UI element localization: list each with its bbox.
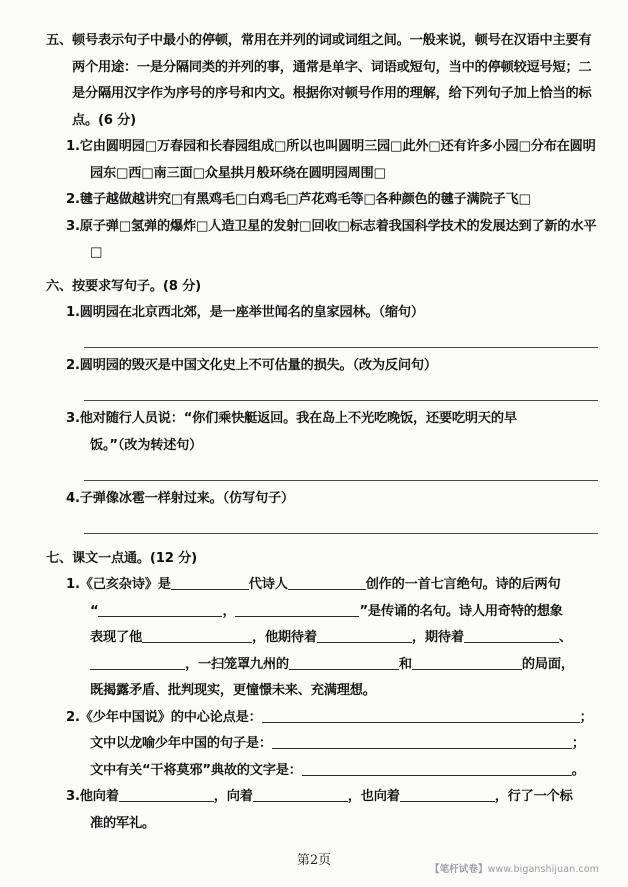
- blank-ganjiang-moye[interactable]: [302, 761, 572, 776]
- item-text-c: 创作的一首七言绝句。诗的后两句: [365, 577, 561, 592]
- section-six-heading: [46, 274, 598, 301]
- section-five-item-1: [46, 134, 598, 187]
- item-number: 3.: [66, 218, 80, 234]
- section-six: [46, 274, 598, 539]
- item-text: 圆明园的毁灭是中国文化史上不可估量的损失。（改为反问句）: [79, 358, 437, 373]
- section-seven-score: (12 分): [149, 550, 197, 566]
- item-text-b: ，一扫笼罩九州的: [185, 656, 289, 672]
- section-five-heading-text: 顿号表示句子中最小的停顿，常用在并列的词或词组之间。一般来说，顿号在汉语中主要有两个用途：一是分隔同类的并列的事，通常是单字、词语或短句，当中的停顿较逗号短；二是分隔用汉字作为序号的序号和内文。根据你对顿号作用的理解，给下列句子加上恰当的标点。: [71, 33, 592, 128]
- section-five-number: 五、: [46, 33, 72, 48]
- section-six-item-3-line2: 饭。”（改为转述句）: [90, 437, 203, 453]
- section-five-item-3: [46, 214, 598, 267]
- blank-verse-2[interactable]: [235, 602, 359, 617]
- section-six-item-1: [46, 300, 598, 327]
- section-seven-item-1-line5: 既揭露矛盾、批判现实，更憧憬未来、充满理想。: [90, 683, 376, 698]
- section-seven-item-1-line1: [46, 572, 598, 599]
- section-six-item-2: [46, 353, 598, 380]
- item-number: 2.: [66, 709, 80, 725]
- page-number-footer: 第2页: [296, 853, 332, 868]
- section-seven-item-3-line1: [46, 784, 598, 811]
- section-five-item-2: [46, 187, 598, 214]
- section-seven-item-2-line1: [46, 705, 598, 732]
- line-end: ；: [579, 709, 593, 725]
- blank-verse-1[interactable]: [98, 602, 222, 617]
- item-text-b: 代诗人: [248, 577, 288, 592]
- blank-salute-1[interactable]: [119, 787, 214, 802]
- blank-dynasty[interactable]: [171, 575, 249, 590]
- item-label: 《少年中国说》的中心论点是：: [79, 709, 262, 725]
- blank-expect-1[interactable]: [317, 628, 412, 643]
- item-text-c: 和: [398, 656, 412, 672]
- answer-line-six-2[interactable]: [46, 380, 598, 407]
- answer-line-six-1[interactable]: [46, 327, 598, 354]
- blank-salute-3[interactable]: [400, 787, 495, 802]
- section-five-heading: [46, 28, 598, 134]
- section-seven-heading: [46, 546, 598, 573]
- item-label: 文中有关“干将莫邪”典故的文字是：: [90, 762, 302, 778]
- item-text-a: 《己亥杂诗》是: [79, 577, 171, 592]
- line-end: 。: [571, 762, 585, 778]
- section-five: [46, 28, 598, 267]
- blank-expect-2[interactable]: [464, 628, 559, 643]
- item-number: 4.: [66, 490, 80, 506]
- item-text: 原子弹□氢弹的爆炸□人造卫星的发射□回收□标志着我国科学技术的发展达到了新的水平□: [79, 218, 597, 260]
- item-text: 圆明园在北京西北郊，是一座举世闻名的皇家园林。（缩句）: [79, 305, 424, 320]
- item-text: 毽子越做越讲究□有黑鸡毛□白鸡毛□芦花鸡毛等□各种颜色的毽子满院子飞□: [79, 192, 531, 207]
- item-text: 它由圆明园□万春园和长春园组成□所以也叫圆明三园□此外□还有许多小园□分布在圆明园东□西□南三面□众星拱月般环绕在圆明园周围□: [79, 139, 596, 181]
- section-seven-item-1-line3: [46, 625, 598, 652]
- section-seven-item-3-line2: 准的军礼。: [90, 815, 155, 831]
- section-six-item-4: [46, 486, 598, 513]
- item-text-b: ，向着: [213, 789, 253, 804]
- section-seven-item-2-line2: [46, 731, 598, 758]
- item-text-d: 的局面，: [521, 656, 574, 672]
- quote-open: “: [90, 603, 99, 619]
- blank-situation-1[interactable]: [289, 655, 399, 670]
- answer-line-six-3[interactable]: [46, 459, 598, 486]
- item-text-d: ，行了一个标: [494, 789, 573, 804]
- item-text-d: 、: [558, 630, 572, 645]
- blank-situation-2[interactable]: [412, 655, 522, 670]
- item-number: 3.: [66, 411, 80, 426]
- item-text-a: 表现了他: [90, 630, 142, 645]
- item-text: 他对随行人员说：“你们乘快艇返回。我在岛上不光吃晚饭，还要吃明天的早: [79, 411, 517, 426]
- item-text-a: 他向着: [79, 789, 119, 804]
- section-six-heading-text: 按要求写句子。: [71, 278, 163, 294]
- item-text-c: ”是传诵的名句。诗人用奇特的想象: [359, 603, 563, 619]
- item-text: 子弹像冰雹一样射过来。（仿写句子）: [79, 490, 294, 506]
- section-seven-item-1-line2: [46, 599, 598, 626]
- blank-poet[interactable]: [288, 575, 366, 590]
- item-number: 2.: [66, 358, 80, 373]
- blank-central-argument[interactable]: [262, 708, 580, 723]
- item-text-c: ，期待着: [411, 630, 464, 645]
- section-seven-item-2-line3: [46, 758, 598, 785]
- item-number: 1.: [66, 305, 80, 320]
- exam-content: [46, 28, 598, 837]
- item-text-c: ，也向着: [347, 789, 400, 804]
- item-number: 1.: [66, 139, 80, 154]
- section-seven-number: 七、: [46, 550, 72, 566]
- section-seven: [46, 546, 598, 838]
- item-text-b: ，他期待着: [251, 630, 317, 645]
- blank-expression[interactable]: [142, 628, 252, 643]
- item-label: 文中以龙喻少年中国的句子是：: [90, 736, 272, 751]
- blank-dragon-metaphor[interactable]: [272, 734, 572, 749]
- watermark-url: www.biganshijuan.com: [487, 864, 600, 875]
- line-end: ；: [571, 736, 585, 751]
- item-number: 2.: [66, 192, 80, 207]
- item-number: 1.: [66, 577, 80, 592]
- section-six-number: 六、: [46, 278, 72, 294]
- answer-line-six-4[interactable]: [46, 512, 598, 539]
- section-seven-heading-text: 课文一点通。: [71, 550, 150, 566]
- item-number: 3.: [66, 789, 80, 804]
- section-six-item-3: [46, 406, 598, 433]
- section-six-score: (8 分): [162, 278, 201, 294]
- section-five-score: (6 分): [97, 112, 136, 128]
- watermark-brand: 【笔杆试卷】: [430, 864, 488, 875]
- watermark: [430, 861, 599, 875]
- section-seven-item-1-line4: [46, 652, 598, 679]
- verse-comma: ，: [222, 603, 236, 619]
- blank-expect-3[interactable]: [90, 655, 185, 670]
- blank-salute-2[interactable]: [253, 787, 348, 802]
